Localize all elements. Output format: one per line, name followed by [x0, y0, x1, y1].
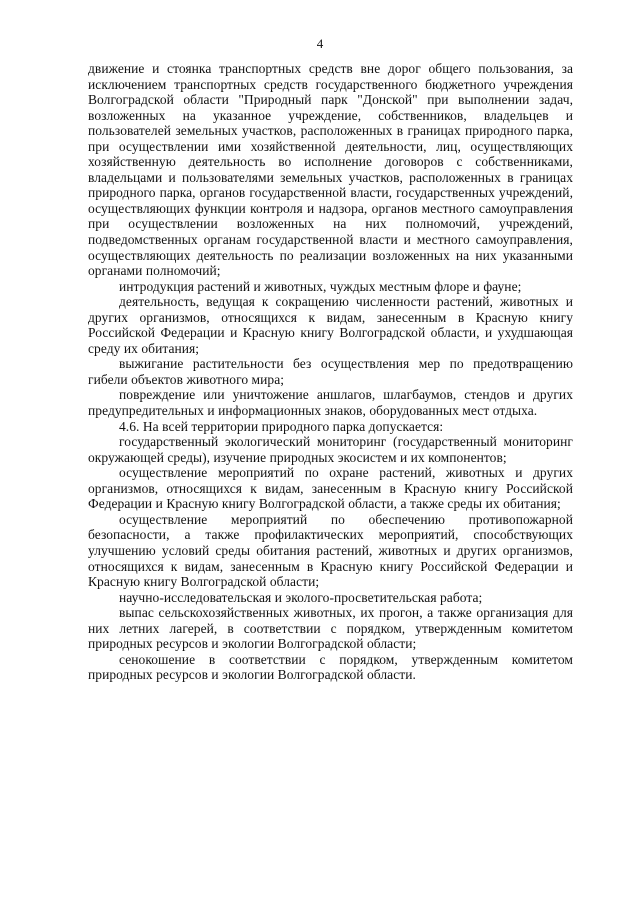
paragraph-movement-restriction: движение и стоянка транспортных средств вне дорог общего пользования, за исключением транспортных средств государственного бюджетного учреждения Волгоградской области "Природный парк "Донской" при выполнении задач, возложенных на указанное учреждение, собственников, владельцев и пользователей земельных участков, расположенных в границах природного парка, при осуществлении ими хозяйственной деятельности, лиц, осуществляющих хозяйственную деятельность во исполнение договоров с собственниками, владельцами и пользователями земельных участков, расположенных в границах природного парка, органов государственной власти, государственных учреждений, осуществляющих функции контроля и надзора, органов местного самоуправления при осуществлении возложенных на них полномочий, учреждений, подведомственных органам государственной власти и местного самоуправления, осуществляющих деятельность по реализации возложенных на них указанными органами полномочий; [88, 61, 573, 279]
paragraph-fire-safety: осуществление мероприятий по обеспечению противопожарной безопасности, а также профилактических мероприятий, способствующих улучшению условий среды обитания растений, животных и других организмов, относящихся к видам, занесенным в Красную книгу Российской Федерации и Красную книгу Волгоградской области; [88, 511, 573, 590]
paragraph-species-protection: осуществление мероприятий по охране растений, животных и других организмов, относящихся к видам, занесенным в Красную книгу Российской Федерации и Красную книгу Волгоградской области, а также среды их обитания; [88, 465, 573, 512]
paragraph-vegetation-burning: выжигание растительности без осуществления мер по предотвращению гибели объектов животного мира; [88, 356, 573, 387]
paragraph-haymaking: сенокошение в соответствии с порядком, утвержденным комитетом природных ресурсов и экологии Волгоградской области. [88, 651, 573, 683]
document-body [88, 61, 573, 683]
paragraph-research-work: научно-исследовательская и эколого-просветительская работа; [119, 589, 483, 605]
page-number: 4 [316, 36, 324, 51]
paragraph-population-reduction: деятельность, ведущая к сокращению численности растений, животных и других организмов, относящихся к видам, занесенным в Красную книгу Российской Федерации и Красную книгу Волгоградской области, и ухудшающая среду их обитания; [88, 294, 573, 356]
paragraph-livestock-grazing: выпас сельскохозяйственных животных, их прогон, а также организация для них летних лагерей, в соответствии с порядком, утвержденным комитетом природных ресурсов и экологии Волгоградской области; [88, 605, 573, 652]
paragraph-introduction-species: интродукция растений и животных, чуждых местным флоре и фауне; [119, 278, 522, 294]
section-heading-4-6: 4.6. На всей территории природного парка допускается: [119, 418, 444, 434]
paragraph-sign-damage: повреждение или уничтожение аншлагов, шлагбаумов, стендов и других предупредительных и информационных знаков, оборудованных мест отдыха. [88, 387, 573, 419]
paragraph-environmental-monitoring: государственный экологический мониторинг (государственный мониторинг окружающей среды), изучение природных экосистем и их компонентов; [88, 434, 573, 465]
